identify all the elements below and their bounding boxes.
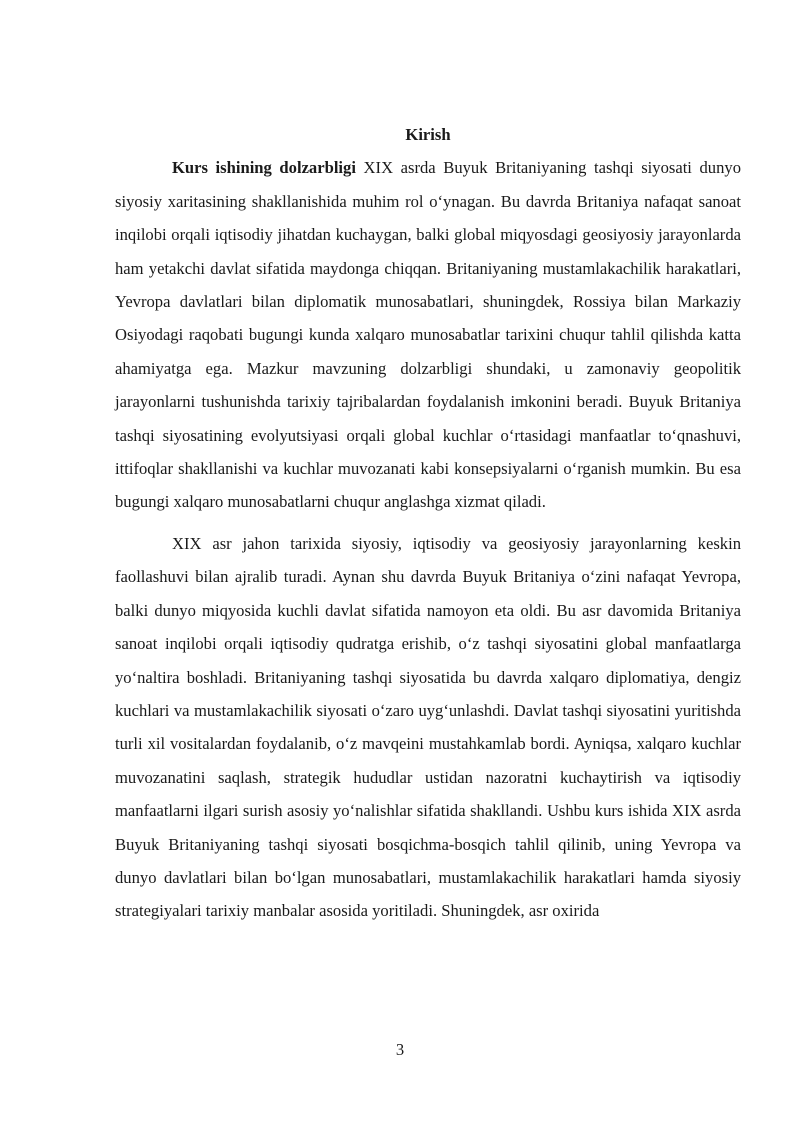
page-number: 3	[395, 1040, 405, 1059]
paragraph-relevance	[115, 151, 741, 518]
page-content	[115, 118, 741, 928]
section-heading: Kirish	[405, 125, 451, 144]
paragraph-body: XIX asrda Buyuk Britaniyaning tashqi siyosati dunyo siyosiy xaritasining shakllanishida muhim rol o‘ynagan. Bu davrda Britaniya nafaqat sanoat inqilobi orqali iqtisodiy jihatdan kuchaygan, balki global miqyosdagi geosiyosiy jarayonlarda ham yetakchi davlat sifatida maydonga chiqqan. Britaniyaning mustamlakachilik harakatlari, Yevropa davlatlari bilan diplomatik munosabatlari, shuningdek, Rossiya bilan Markaziy Osiyodagi raqobati bugungi kunda xalqaro munosabatlar tarixini chuqur tahlil qilishda katta ahamiyatga ega. Mazkur mavzuning dolzarbligi shundaki, u zamonaviy geopolitik jarayonlarni tushunishda tarixiy tajribalardan foydalanish imkonini beradi. Buyuk Britaniya tashqi siyosatining evolyutsiyasi orqali global kuchlar o‘rtasidagi manfaatlar to‘qnashuvi, ittifoqlar shakllanishi va kuchlar muvozanati kabi konsepsiyalarni o‘rganish mumkin. Bu esa bugungi xalqaro munosabatlarni chuqur anglashga xizmat qiladi.	[115, 158, 741, 512]
paragraph-history: XIX asr jahon tarixida siyosiy, iqtisodiy va geosiyosiy jarayonlarning keskin faollashuvi bilan ajralib turadi. Aynan shu davrda Buyuk Britaniya o‘zini nafaqat Yevropa, balki dunyo miqyosida kuchli davlat sifatida namoyon eta oldi. Bu asr davomida Britaniya sanoat inqilobi orqali iqtisodiy qudratga erishib, o‘z tashqi siyosatini global manfaatlarga yo‘naltira boshladi. Britaniyaning tashqi siyosatida bu davrda xalqaro diplomatiya, dengiz kuchlari va mustamlakachilik siyosati o‘zaro uyg‘unlashdi. Davlat tashqi siyosatini yuritishda turli xil vositalardan foydalanib, o‘z mavqeini mustahkamlab bordi. Ayniqsa, xalqaro kuchlar muvozanatini saqlash, strategik hududlar ustidan nazoratni kuchaytirish va iqtisodiy manfaatlarni ilgari surish asosiy yo‘nalishlar sifatida shakllandi. Ushbu kurs ishida XIX asrda Buyuk Britaniyaning tashqi siyosati bosqichma-bosqich tahlil qilinib, uning Yevropa va dunyo davlatlari bilan bo‘lgan munosabatlari, mustamlakachilik harakatlari hamda siyosiy strategiyalari tarixiy manbalar asosida yoritiladi. Shuningdek, asr oxirida	[115, 533, 741, 921]
paragraph-lead: Kurs ishining dolzarbligi	[172, 158, 356, 178]
